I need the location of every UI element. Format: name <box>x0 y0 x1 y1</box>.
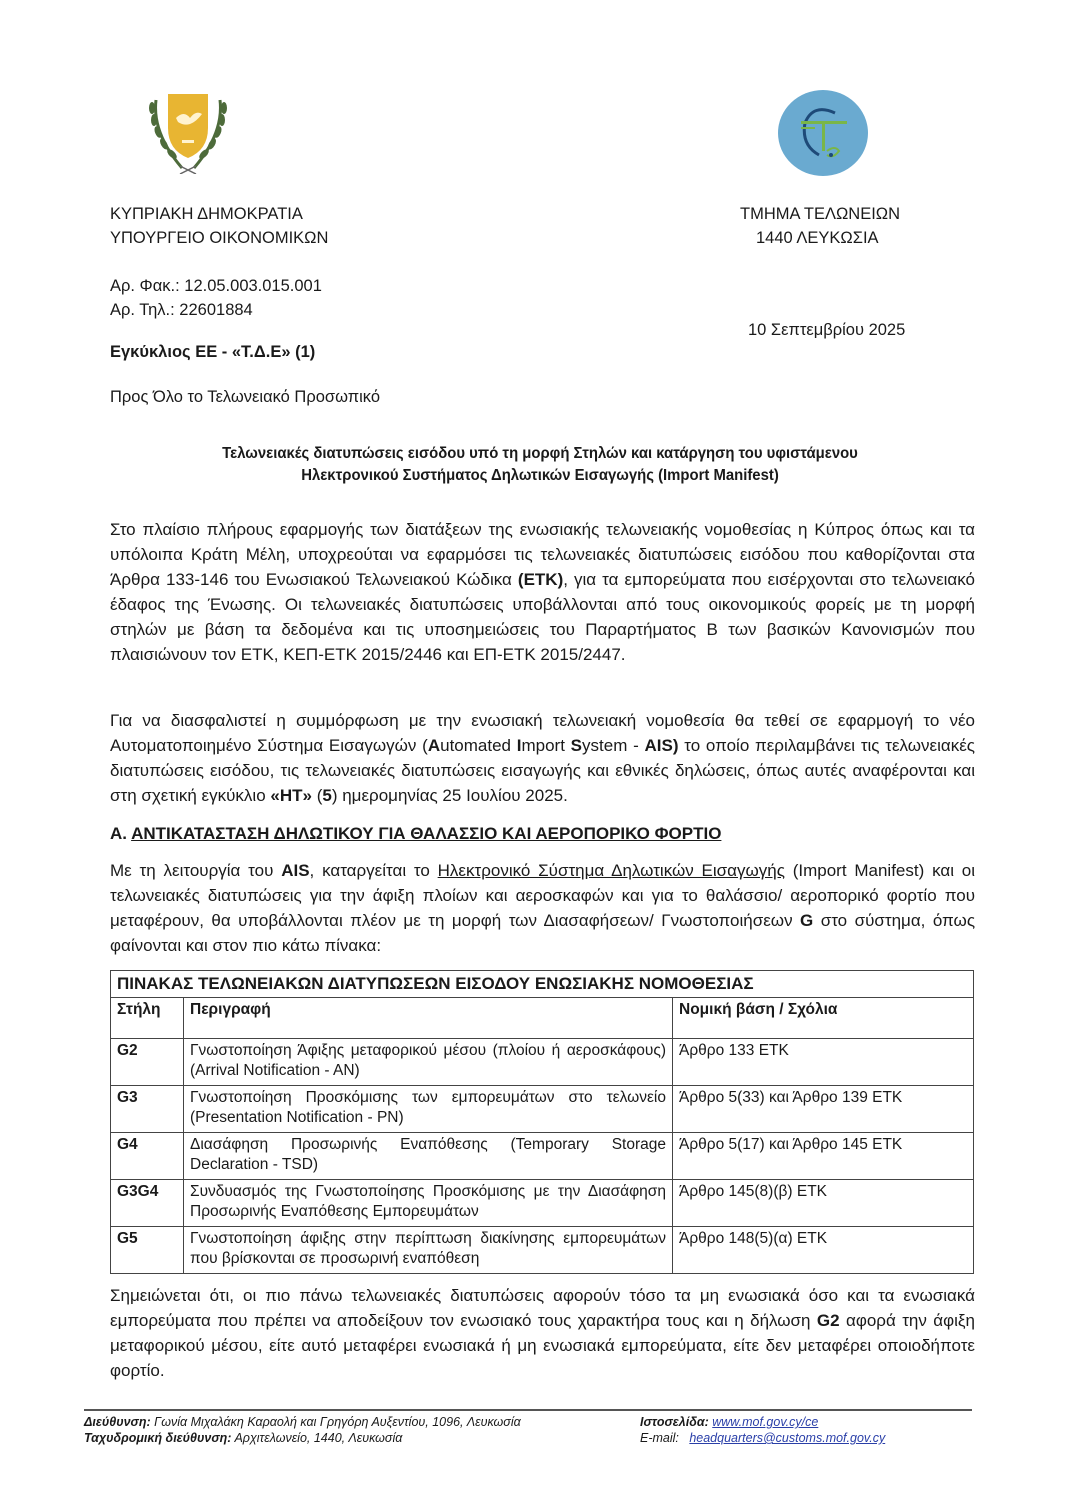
ais-abbrev: AIS <box>281 861 310 880</box>
text: G <box>800 911 814 930</box>
cell-code: G3G4 <box>111 1180 184 1227</box>
paragraph-3 <box>110 858 975 958</box>
section-a-heading <box>110 821 721 846</box>
cell-legal-basis: Άρθρο 145(8)(β) ΕΤΚ <box>673 1180 974 1227</box>
cell-code: G2 <box>111 1039 184 1086</box>
table-row <box>111 1039 974 1086</box>
cell-description: Διασάφηση Προσωρινής Εναπόθεσης (Temporary Storage Declaration - TSD) <box>184 1133 673 1180</box>
cyprus-coat-of-arms-logo <box>138 88 238 174</box>
column-header-description: Περιγραφή <box>184 998 673 1039</box>
text: utomated <box>440 736 517 755</box>
cell-code: G3 <box>111 1086 184 1133</box>
g2-code: G2 <box>816 1311 840 1330</box>
text: 5 <box>322 786 332 805</box>
paragraph-2 <box>110 708 975 808</box>
cell-description: Συνδυασμός της Γνωστοποίησης Προσκόμισης με την Διασάφηση Προσωρινής Εναπόθεσης Εμπορευμάτων <box>184 1180 673 1227</box>
table-row <box>111 1180 974 1227</box>
text: το οποίο περιλαμβάνει τις τελωνειακές διατυπώσεις εισόδου, τις τελωνειακές διατυπώσεις εισαγωγής και εθνικές δηλώσεις, όπως αυτές αναφέρονται και στη σχετική εγκύκλιο <box>110 736 976 805</box>
text: S <box>570 736 583 755</box>
paragraph-1 <box>110 517 975 667</box>
title-line-1: Τελωνειακές διατυπώσεις εισόδου υπό τη μορφή Στηλών και κατάργηση του υφιστάμενου <box>222 445 858 462</box>
text: (Import Manifest) και οι τελωνειακές διατυπώσεις για την άφιξη πλοίων και αεροσκαφών και για το θαλάσσιο/ αεροπορικό φορτίο που μεταφέρουν, θα υποβάλλονται πλέον με τη μορφή των Διασαφήσεων/ Γνωστοποιήσεων <box>110 861 975 930</box>
cell-code: G4 <box>111 1133 184 1180</box>
address-value: Γωνία Μιχαλάκη Καραολή και Γρηγόρη Αυξεντίου, 1096, Λευκωσία <box>150 1415 521 1429</box>
table-row <box>111 1227 974 1274</box>
table-row <box>111 1086 974 1133</box>
phone-number: Αρ. Τηλ.: 22601884 <box>110 301 253 319</box>
address-label: Διεύθυνση: <box>84 1415 151 1429</box>
title-line-2: Ηλεκτρονικού Συστήματος Δηλωτικών Εισαγωγής (Import Manifest) <box>301 467 779 484</box>
website-label: Ιστοσελίδα: <box>640 1415 709 1429</box>
cell-legal-basis: Άρθρο 5(17) και Άρθρο 145 ΕΤΚ <box>673 1133 974 1180</box>
table-row <box>111 1133 974 1180</box>
etk-abbrev: (ΕΤΚ) <box>517 570 564 589</box>
postal-value: Αρχιτελωνείο, 1440, Λευκωσία <box>231 1431 403 1445</box>
footer-divider <box>84 1409 972 1411</box>
email-label: E-mail: <box>640 1431 679 1445</box>
section-prefix: Α. <box>110 824 132 843</box>
cell-description: Γνωστοποίηση Άφιξης μεταφορικού μέσου (πλοίου ή αεροσκάφους) (Arrival Notification - AN) <box>184 1039 673 1086</box>
cell-legal-basis: Άρθρο 148(5)(α) ΕΤΚ <box>673 1227 974 1274</box>
cell-code: G5 <box>111 1227 184 1274</box>
entry-formalities-table <box>110 970 974 1274</box>
email-link[interactable]: headquarters@customs.mof.gov.cy <box>689 1431 886 1445</box>
circular-number: Εγκύκλιος ΕΕ - «Τ.Δ.Ε» (1) <box>110 343 316 361</box>
text: , για τα εμπορεύματα που εισέρχονται στο τελωνειακό έδαφος της Ένωσης. Οι τελωνειακές διατυπώσεις υποβάλλονται από τους οικονομικούς φορείς με τη μορφή στηλών με βάση τα δεδομένα και τις υποσημειώσεις του Παραρτήματος Β των βασικών Κανονισμών που πλαισιώνουν τον ΕΤΚ, ΚΕΠ-ΕΤΚ 2015/2446 και ΕΠ-ΕΤΚ 2015/2447. <box>110 570 975 664</box>
text: ( <box>311 786 323 805</box>
text: Στο πλαίσιο πλήρους εφαρμογής των διατάξεων της ενωσιακής τελωνειακής νομοθεσίας η Κύπρος όπως και τα υπόλοιπα Κράτη Μέλη, υποχρεούται να εφαρμόσει τις τελωνειακές διατυπώσεις εισόδου που καθορίζονται στα Άρθρα 133-146 του Ενωσιακού Τελωνειακού Κώδικα <box>110 520 975 589</box>
ht-reference: «ΗΤ» <box>270 786 312 805</box>
text: στο σύστημα, όπως φαίνονται και στον πιο κάτω πίνακα: <box>110 911 976 955</box>
country-name: ΚΥΠΡΙΑΚΗ ΔΗΜΟΚΡΑΤΙΑ <box>110 205 303 223</box>
text: mport <box>521 736 571 755</box>
website-link[interactable]: www.mof.gov.cy/ce <box>712 1415 819 1429</box>
department-city: 1440 ΛΕΥΚΩΣΙΑ <box>756 229 879 247</box>
document-title <box>131 443 949 487</box>
ministry-header <box>110 202 328 250</box>
cell-description: Γνωστοποίηση άφιξης στην περίπτωση διακίνησης εμπορευμάτων που βρίσκονται σε προσωρινή εναπόθεση <box>184 1227 673 1274</box>
department-header <box>740 202 900 250</box>
table-caption: ΠΙΝΑΚΑΣ ΤΕΛΩΝΕΙΑΚΩΝ ΔΙΑΤΥΠΩΣΕΩΝ ΕΙΣΟΔΟΥ ΕΝΩΣΙΑΚΗΣ ΝΟΜΟΘΕΣΙΑΣ <box>111 971 974 998</box>
text: I <box>516 736 522 755</box>
column-header-code: Στήλη <box>111 998 184 1039</box>
reference-block <box>110 274 322 322</box>
ais-abbrev: AIS) <box>644 736 679 755</box>
cell-legal-basis: Άρθρο 133 ΕΤΚ <box>673 1039 974 1086</box>
footer-contacts <box>640 1414 885 1446</box>
text: ) ημερομηνίας 25 Ιουλίου 2025. <box>331 786 568 805</box>
document-date: 10 Σεπτεμβρίου 2025 <box>748 321 906 339</box>
customs-department-logo <box>777 89 869 177</box>
cell-legal-basis: Άρθρο 5(33) και Άρθρο 139 ΕΤΚ <box>673 1086 974 1133</box>
file-reference: Αρ. Φακ.: 12.05.003.015.001 <box>110 277 322 295</box>
text: ystem - <box>582 736 645 755</box>
text: αφορά την άφιξη μεταφορικού μέσου, είτε αυτό μεταφέρει ενωσιακά ή μη ενωσιακά εμπορεύματα, είτε δεν μεταφέρει οποιοδήποτε φορτίο. <box>110 1311 975 1380</box>
recipient-line: Προς Όλο το Τελωνειακό Προσωπικό <box>110 388 381 406</box>
text: Σημειώνεται ότι, οι πιο πάνω τελωνειακές διατυπώσεις αφορούν τόσο τα μη ενωσιακά όσο και τα ενωσιακά εμπορεύματα που πρέπει να αποδείξουν τον ενωσιακό τους χαρακτήρα τους και η δήλωση <box>110 1286 975 1330</box>
text: Για να διασφαλιστεί η συμμόρφωση με την ενωσιακή τελωνειακή νομοθεσία θα τεθεί σε εφαρμογή το νέο Αυτοματοποιημένο Σύστημα Εισαγωγών ( <box>110 711 975 755</box>
import-manifest-system-underlined: Ηλεκτρονικό Σύστημα Δηλωτικών Εισαγωγής <box>437 861 785 880</box>
footer-address <box>84 1414 521 1446</box>
text: Με τη λειτουργία του <box>110 861 282 880</box>
cell-description: Γνωστοποίηση Προσκόμισης των εμπορευμάτων στο τελωνείο (Presentation Notification - PN) <box>184 1086 673 1133</box>
postal-label: Ταχυδρομική διεύθυνση: <box>84 1431 232 1445</box>
department-name: ΤΜΗΜΑ ΤΕΛΩΝΕΙΩΝ <box>740 205 901 223</box>
column-header-legal-basis: Νομική βάση / Σχόλια <box>673 998 974 1039</box>
ministry-name: ΥΠΟΥΡΓΕΙΟ ΟΙΚΟΝΟΜΙΚΩΝ <box>110 229 329 247</box>
paragraph-4 <box>110 1283 975 1383</box>
text: , καταργείται το <box>309 861 438 880</box>
section-title: ΑΝΤΙΚΑΤΑΣΤΑΣΗ ΔΗΛΩΤΙΚΟΥ ΓΙΑ ΘΑΛΑΣΣΙΟ ΚΑΙ ΑΕΡΟΠΟΡΙΚΟ ΦΟΡΤΙΟ <box>131 824 722 843</box>
text: A <box>427 736 441 755</box>
